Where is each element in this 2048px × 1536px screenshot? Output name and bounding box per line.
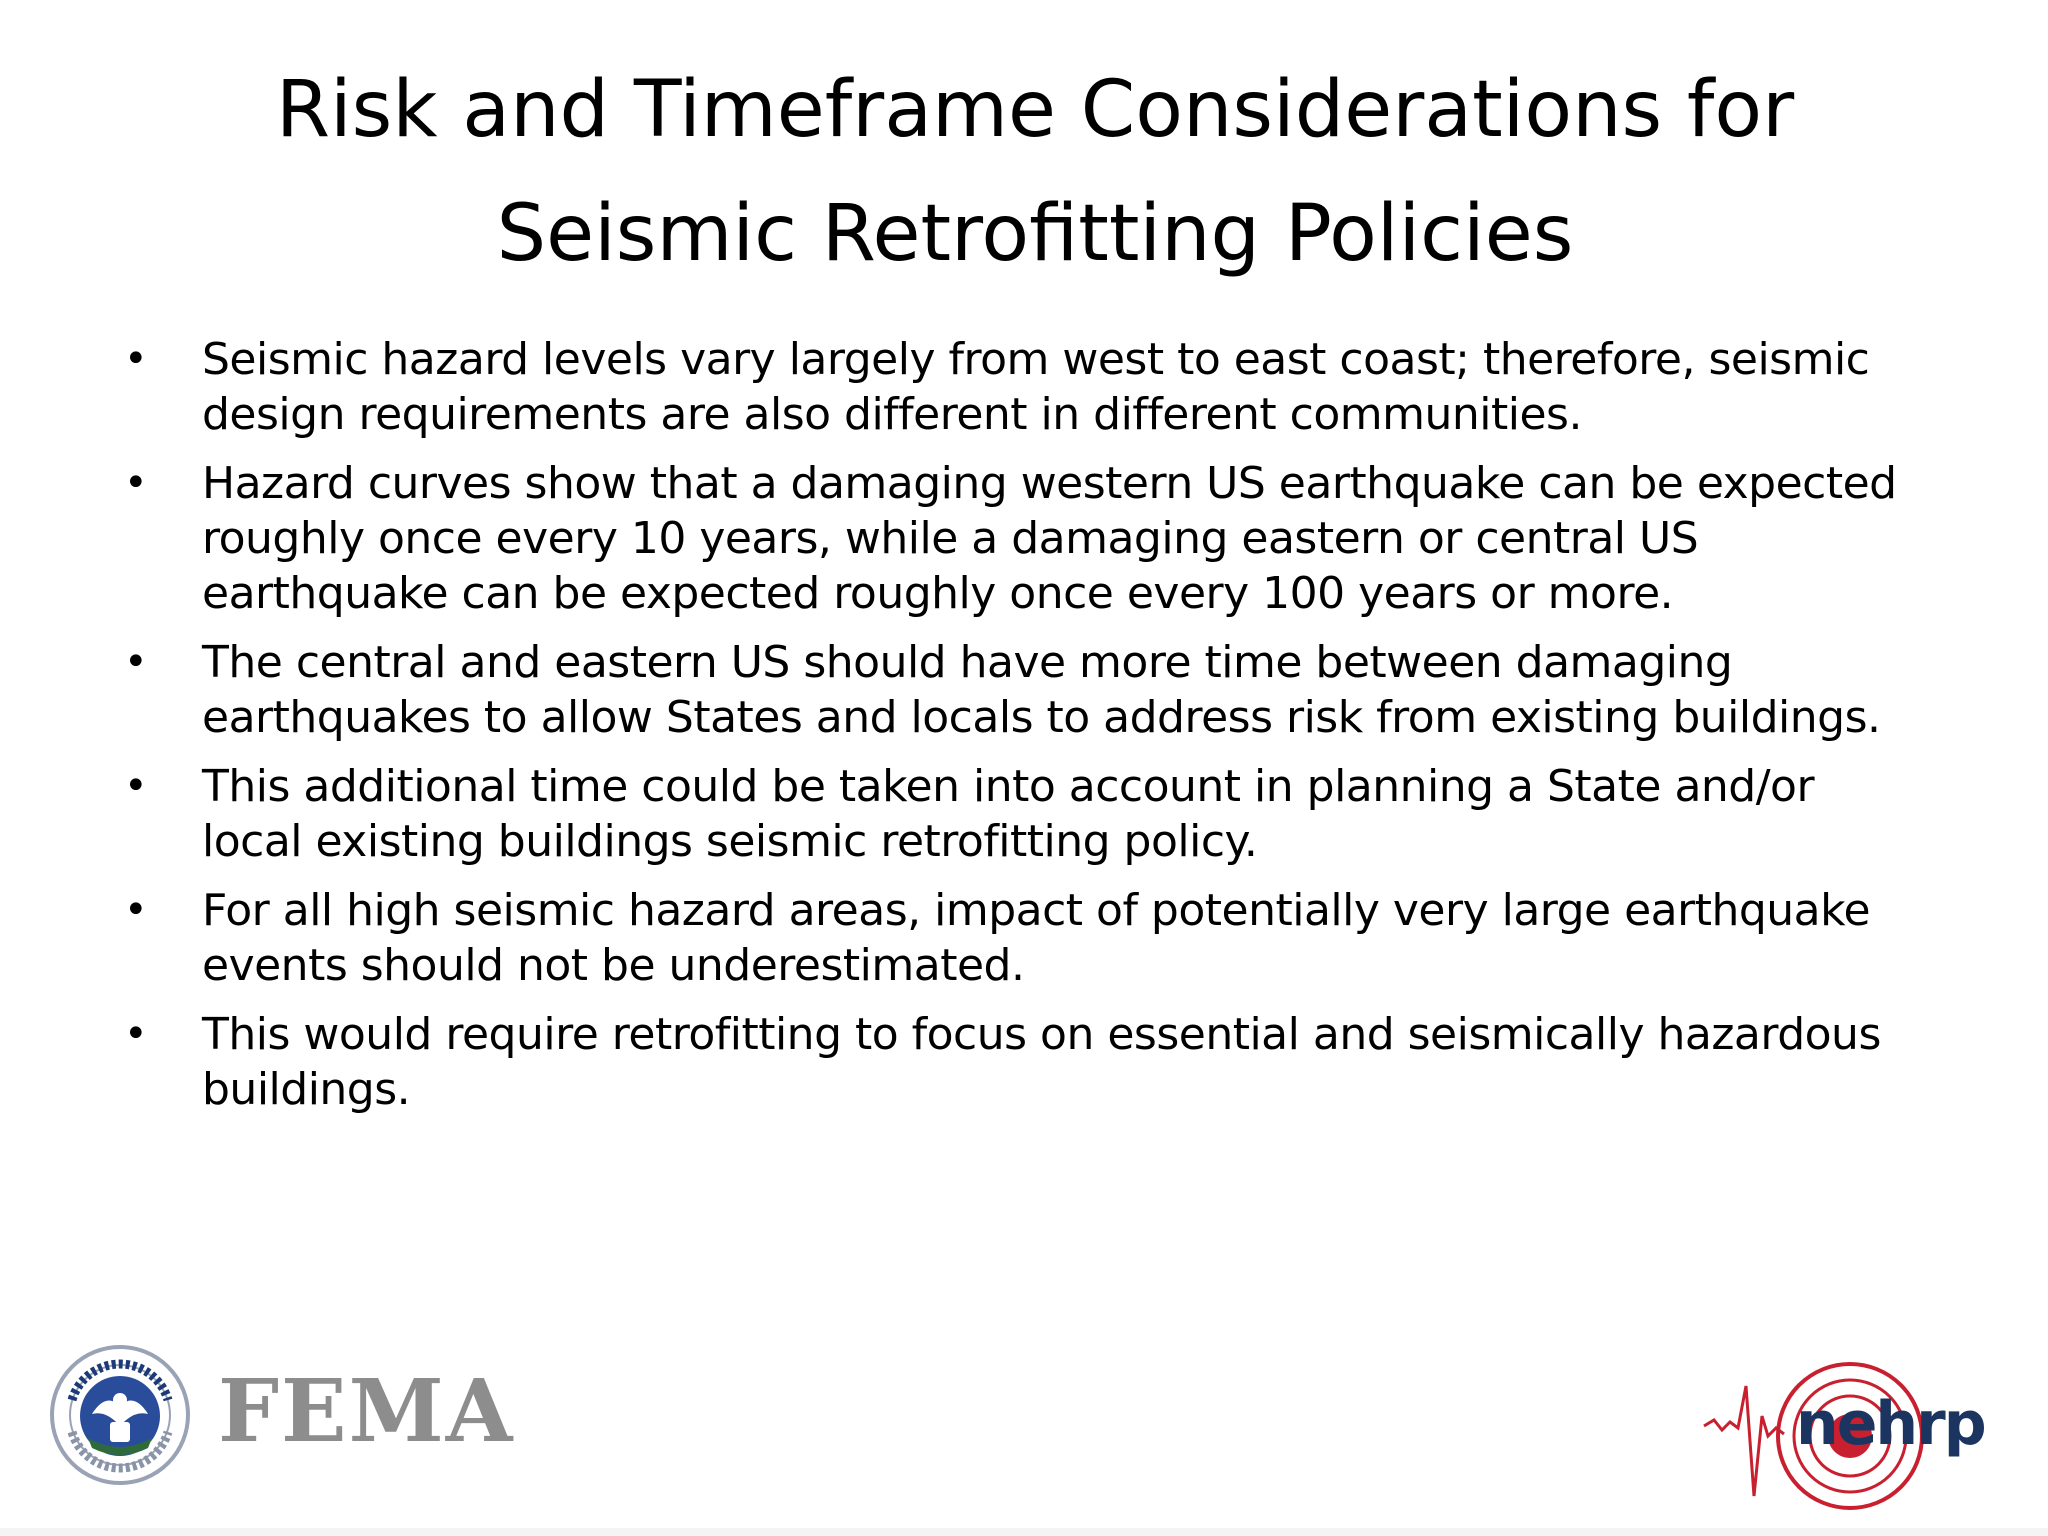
fema-logo: [48, 1340, 515, 1490]
dhs-seal-icon: [48, 1340, 198, 1490]
bullet-icon: •: [124, 1011, 148, 1057]
bottom-divider: [0, 1528, 2048, 1536]
bullet-text: This would require retrofitting to focus on essential and seismically hazardous buildings.: [202, 1009, 1881, 1115]
slide-title: [120, 48, 1950, 296]
bullet-icon: •: [124, 460, 148, 506]
bullet-icon: •: [124, 336, 148, 382]
bullet-text: Hazard curves show that a damaging western US earthquake can be expected roughly once every 10 years, while a damaging eastern or central US earthquake can be expected roughly once every 100 years or more.: [202, 458, 1897, 619]
bullet-icon: •: [124, 887, 148, 933]
bullet-text: Seismic hazard levels vary largely from west to east coast; therefore, seismic design requirements are also different in different communities.: [202, 334, 1870, 440]
nehrp-logo: [1700, 1356, 1985, 1516]
bullet-icon: •: [124, 763, 148, 809]
bullet-list: [124, 332, 1924, 1131]
bullet-text: The central and eastern US should have more time between damaging earthquakes to allow States and locals to address risk from existing buildings.: [202, 637, 1881, 743]
title-line-2: Seismic Retrofitting Policies: [496, 189, 1574, 279]
bullet-item: [124, 883, 1924, 993]
bullet-icon: •: [124, 639, 148, 685]
nehrp-wordmark: nehrp: [1796, 1389, 1985, 1459]
title-line-1: Risk and Timeframe Considerations for: [275, 65, 1795, 155]
bullet-item: [124, 635, 1924, 745]
bullet-item: [124, 759, 1924, 869]
bullet-item: [124, 456, 1924, 621]
bullet-text: For all high seismic hazard areas, impact of potentially very large earthquake events should not be underestimated.: [202, 885, 1871, 991]
fema-wordmark: FEMA: [218, 1361, 515, 1462]
bullet-text: This additional time could be taken into account in planning a State and/or local existing buildings seismic retrofitting policy.: [202, 761, 1815, 867]
bullet-item: [124, 332, 1924, 442]
bullet-item: [124, 1007, 1924, 1117]
